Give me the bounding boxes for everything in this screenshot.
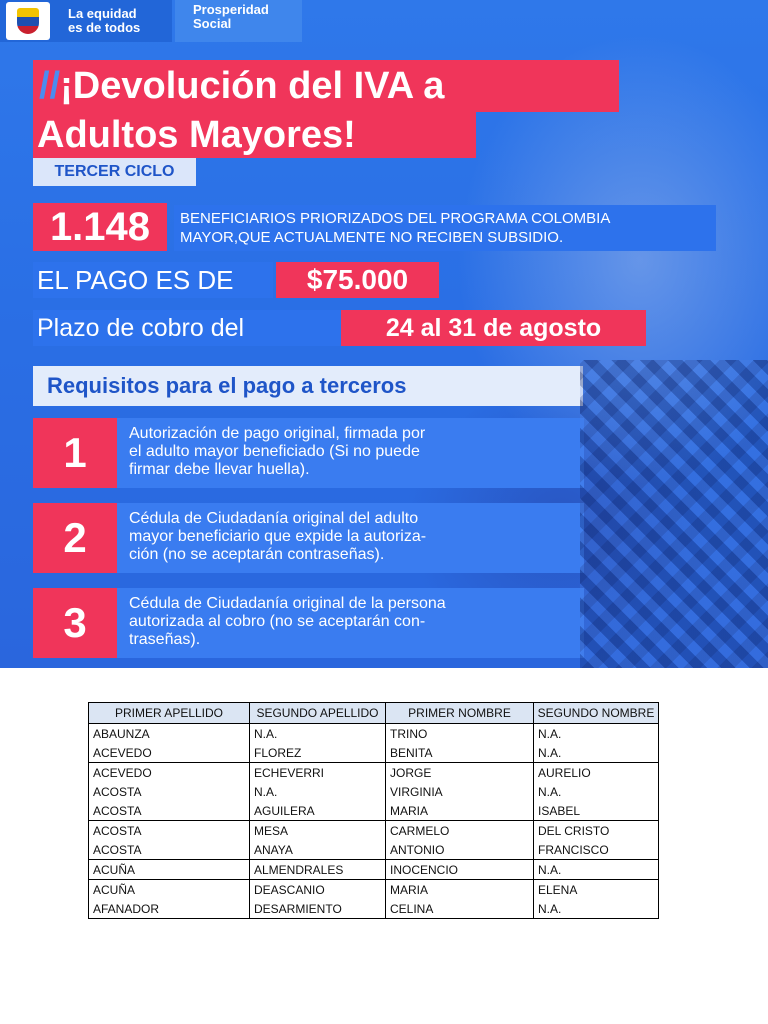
table-header-row <box>89 703 659 724</box>
deadline-dates: 24 al 31 de agosto <box>341 310 646 346</box>
prosperidad-social-logo: Prosperidad Social <box>175 0 302 42</box>
column-header-primer-apellido: PRIMER APELLIDO <box>89 703 250 724</box>
column-header-segundo-nombre: SEGUNDO NOMBRE <box>534 703 659 724</box>
government-logo <box>0 0 172 42</box>
requirement-2-number: 2 <box>33 503 117 573</box>
column-header-segundo-apellido: SEGUNDO APELLIDO <box>250 703 386 724</box>
requirement-3-text: Cédula de Ciudadanía original de la persona autorizada al cobro (no se aceptarán con- traseñas). <box>117 588 584 658</box>
requirement-1-number: 1 <box>33 418 117 488</box>
table-row: ACUÑA ALMENDRALES INOCENCIO N.A. <box>89 860 659 880</box>
requirement-2-text: Cédula de Ciudadanía original del adulto mayor beneficiario que expide la autoriza- ción (no se aceptarán contraseñas). <box>117 503 584 573</box>
table-row: ACUÑA DEASCANIO MARIA ELENA <box>89 880 659 900</box>
cycle-label: TERCER CICLO <box>33 158 196 186</box>
deadline-label: Plazo de cobro del <box>33 310 341 346</box>
table-row: ACOSTA AGUILERA MARIA ISABEL <box>89 801 659 821</box>
payment-amount: $75.000 <box>276 262 439 298</box>
beneficiaries-table <box>88 702 659 919</box>
table-row: ACEVEDO FLOREZ BENITA N.A. <box>89 743 659 763</box>
table-row: ACOSTA MESA CARMELO DEL CRISTO <box>89 821 659 841</box>
requirements-title: Requisitos para el pago a terceros <box>33 366 583 406</box>
beneficiaries-description: BENEFICIARIOS PRIORIZADOS DEL PROGRAMA COLOMBIA MAYOR,QUE ACTUALMENTE NO RECIBEN SUBSIDIO. <box>174 205 716 251</box>
title-line-1: //¡Devolución del IVA a <box>33 60 619 112</box>
table-row: ACEVEDO ECHEVERRI JORGE AURELIO <box>89 763 659 783</box>
payment-label: EL PAGO ES DE <box>33 262 273 298</box>
logo-slogan: La equidad es de todos <box>68 6 141 35</box>
title-line-2: Adultos Mayores! <box>33 112 476 158</box>
table-row: AFANADOR DESARMIENTO CELINA N.A. <box>89 899 659 919</box>
requirement-1-text: Autorización de pago original, firmada por el adulto mayor beneficiado (Si no puede firmar debe llevar huella). <box>117 418 584 488</box>
table-row: ACOSTA ANAYA ANTONIO FRANCISCO <box>89 840 659 860</box>
requirement-3-number: 3 <box>33 588 117 658</box>
coat-of-arms-icon <box>6 2 50 40</box>
table-row: ACOSTA N.A. VIRGINIA N.A. <box>89 782 659 801</box>
table-row: ABAUNZA N.A. TRINO N.A. <box>89 724 659 744</box>
beneficiaries-count: 1.148 <box>33 203 167 251</box>
column-header-primer-nombre: PRIMER NOMBRE <box>386 703 534 724</box>
